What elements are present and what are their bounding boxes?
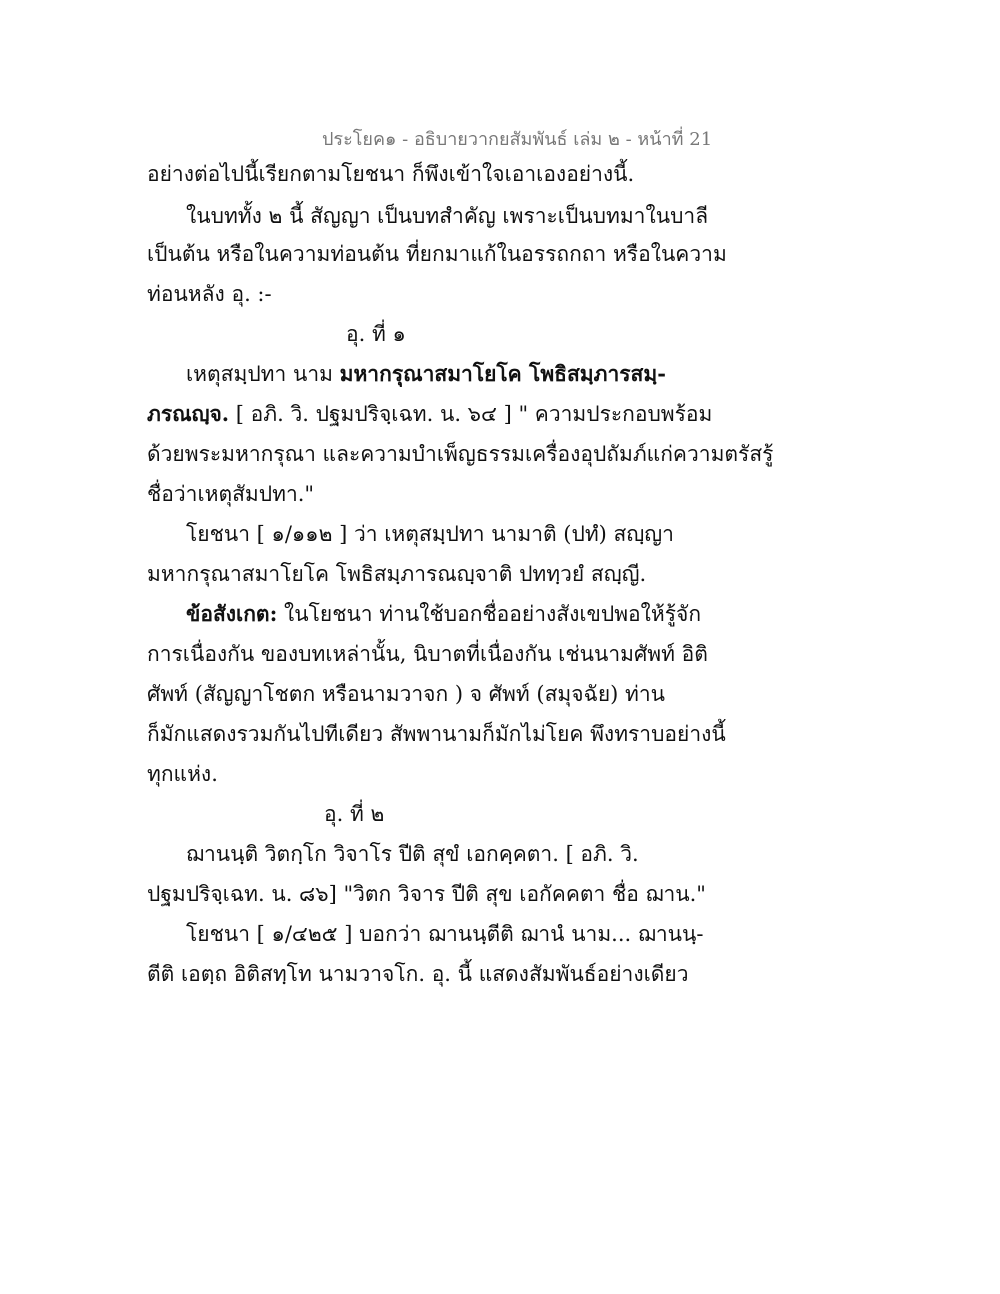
text-span: ศัพท์ (สัญญาโชตก หรือนามวาจก ) จ ศัพท์ (สมุจฉัย) ท่าน bbox=[147, 682, 666, 706]
text-span: ทุกแห่ง. bbox=[147, 762, 218, 786]
text-line bbox=[147, 480, 707, 508]
text-line bbox=[147, 720, 726, 748]
text-span: เป็นต้น หรือในความท่อนต้น ที่ยกมาแก้ในอรรถกถา หรือในความ bbox=[147, 242, 727, 266]
pali-bold-text: ภรณญฺจ. bbox=[147, 401, 230, 426]
paragraph-first-line bbox=[186, 520, 746, 548]
text-span: ชื่อว่าเหตุสัมปทา." bbox=[147, 482, 315, 506]
paragraph-first-line bbox=[186, 202, 746, 230]
text-span: ตีติ เอตฺถ อิติสทฺโท นามวาจโก. อุ. นี้ แสดงสัมพันธ์อย่างเดียว bbox=[147, 962, 689, 986]
text-span: ในโยชนา ท่านใช้บอกชื่ออย่างสังเขปพอให้รู้จัก bbox=[277, 602, 702, 626]
running-header: ประโยค๑ - อธิบายวากยสัมพันธ์ เล่ม ๒ - หน้าที่ 21 bbox=[322, 129, 713, 150]
note-label: ข้อสังเกต: bbox=[186, 601, 278, 626]
text-line bbox=[147, 960, 707, 988]
text-span: ท่อนหลัง อุ. :- bbox=[147, 282, 272, 306]
text-line bbox=[147, 560, 707, 588]
text-span: เหตุสมฺปทา นาม bbox=[186, 362, 340, 386]
text-span: อย่างต่อไปนี้เรียกตามโยชนา ก็พึงเข้าใจเอาเองอย่างนี้. bbox=[147, 162, 635, 186]
text-span: ในบททั้ง ๒ นี้ สัญญา เป็นบทสำคัญ เพราะเป็นบทมาในบาลี bbox=[186, 204, 709, 228]
text-span: ฌานนฺติ วิตกฺโก วิจาโร ปีติ สุขํ เอกคฺคตา. [ อภิ. วิ. bbox=[186, 842, 639, 866]
example-heading bbox=[324, 800, 884, 828]
paragraph-first-line bbox=[186, 360, 746, 388]
text-span: [ อภิ. วิ. ปฐมปริจฺเฉท. น. ๖๔ ] " ความประกอบพร้อม bbox=[229, 402, 713, 426]
text-span: ก็มักแสดงรวมกันไปทีเดียว สัพพานามก็มักไม่โยค พึงทราบอย่างนี้ bbox=[147, 722, 726, 746]
text-span: อุ. ที่ ๒ bbox=[324, 802, 385, 826]
paragraph-first-line bbox=[186, 600, 746, 628]
text-span: มหากรุณาสมาโยโค โพธิสมฺภารณญฺจาติ ปททฺวยํ สญฺญี. bbox=[147, 562, 647, 586]
text-line bbox=[147, 640, 707, 668]
text-line bbox=[147, 280, 707, 308]
text-span: โยชนา [ ๑/๑๑๒ ] ว่า เหตุสมฺปทา นามาติ (ปทํ) สญฺญา bbox=[186, 522, 674, 546]
paragraph-first-line bbox=[186, 840, 746, 868]
text-line bbox=[147, 160, 707, 188]
text-line bbox=[147, 240, 727, 268]
example-heading bbox=[346, 320, 906, 348]
pali-bold-text: มหากรุณาสมาโยโค โพธิสมฺภารสมฺ- bbox=[339, 361, 666, 386]
text-span: ปฐมปริจฺเฉท. น. ๘๖] "วิตก วิจาร ปีติ สุข เอกัคคตา ชื่อ ฌาน." bbox=[147, 882, 706, 906]
text-span: การเนื่องกัน ของบทเหล่านั้น, นิบาตที่เนื่องกัน เช่นนามศัพท์ อิติ bbox=[147, 642, 708, 666]
text-line bbox=[147, 760, 707, 788]
text-line bbox=[147, 680, 707, 708]
text-line bbox=[147, 440, 774, 468]
text-span: อุ. ที่ ๑ bbox=[346, 322, 406, 346]
paragraph-first-line bbox=[186, 920, 746, 948]
text-line bbox=[147, 400, 713, 428]
text-span: ด้วยพระมหากรุณา และความบำเพ็ญธรรมเครื่องอุปถัมภ์แก่ความตรัสรู้ bbox=[147, 442, 774, 466]
text-span: โยชนา [ ๑/๔๒๕ ] บอกว่า ฌานนฺตีติ ฌานํ นาม... ฌานนฺ- bbox=[186, 922, 704, 946]
text-line bbox=[147, 880, 707, 908]
